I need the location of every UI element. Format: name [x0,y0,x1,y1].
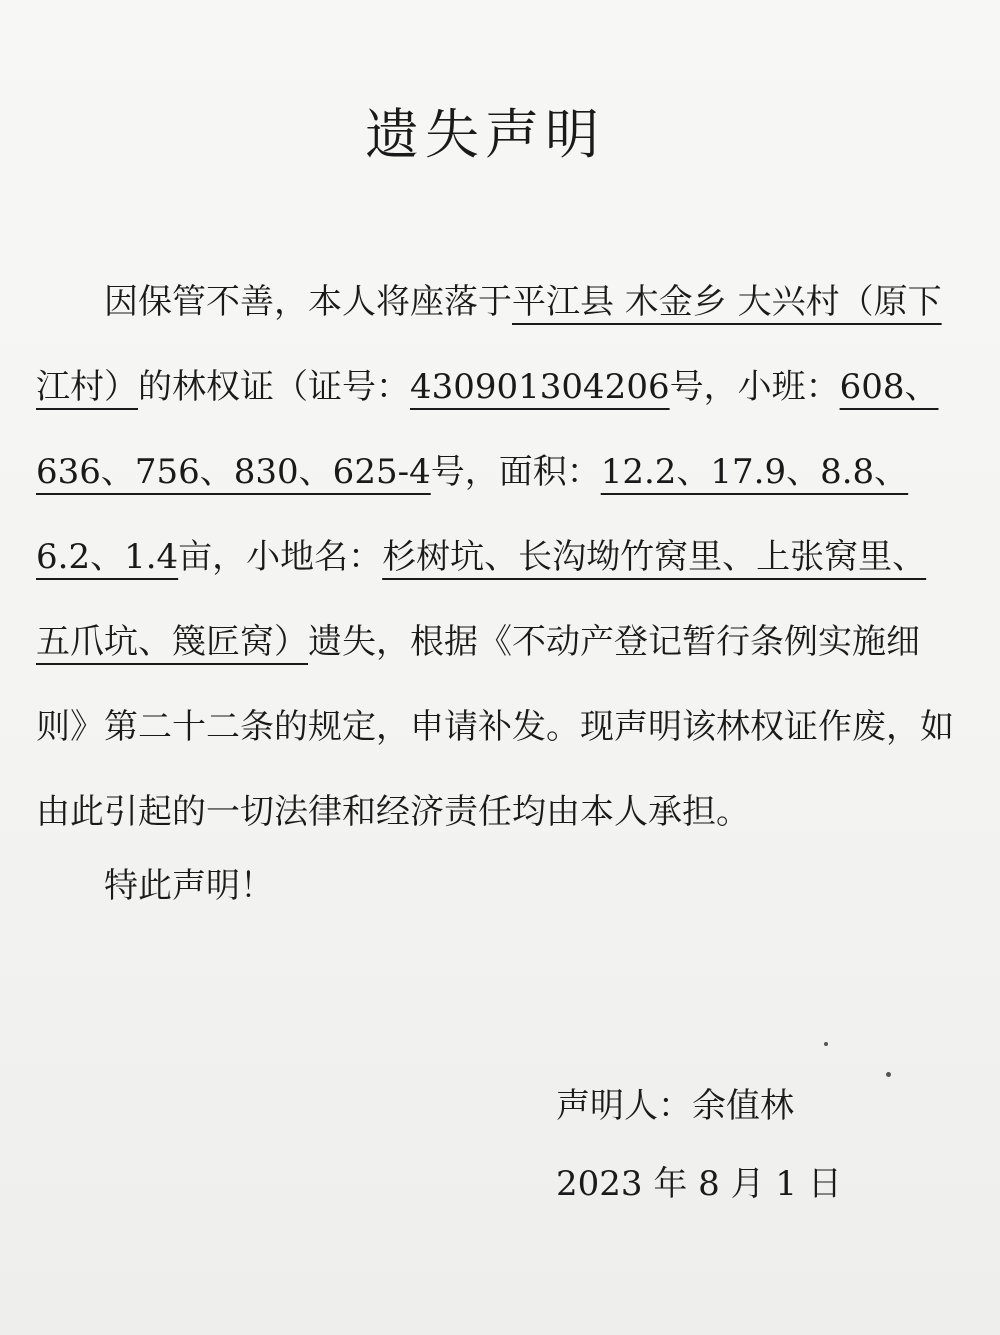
document-title: 遗失声明 [365,103,605,166]
place-names: 杉树坑、长沟坳竹窝里、上张窝里、五爪坑、篾匠窝） [36,537,927,662]
paper-speck [824,1042,828,1046]
area-values: 12.2、17.9、8.8、6.2、1.4 [36,452,909,577]
remaining-text: 遗失，根据《不动产登记暂行条例实施细则》第二十二条的规定，申请补发。现声明该林权证作废，如由此引起的一切法律和经济责任均由本人承担。 [36,622,954,832]
declaration-body [36,260,958,855]
plot-numbers: 608、636、756、830、625-4 [36,367,939,492]
date-line: 2023 年 8 月 1 日 [556,1164,842,1204]
certificate-number: 430901304206 [410,367,670,407]
signer-line: 声明人：余值林 [556,1086,794,1126]
closing-statement: 特此声明！ [104,866,274,906]
after-number-text: 号，小班： [669,367,840,407]
after-location-text: 的林权证（证号： [138,367,410,407]
after-plots-text: 号，面积： [430,452,601,492]
intro-text: 因保管不善，本人将座落于 [104,282,512,322]
location-text: 平江县 木金乡 大兴村（原下江村） [36,282,942,407]
paper-speck [886,1072,891,1077]
after-areas-text: 亩，小地名： [178,537,383,577]
